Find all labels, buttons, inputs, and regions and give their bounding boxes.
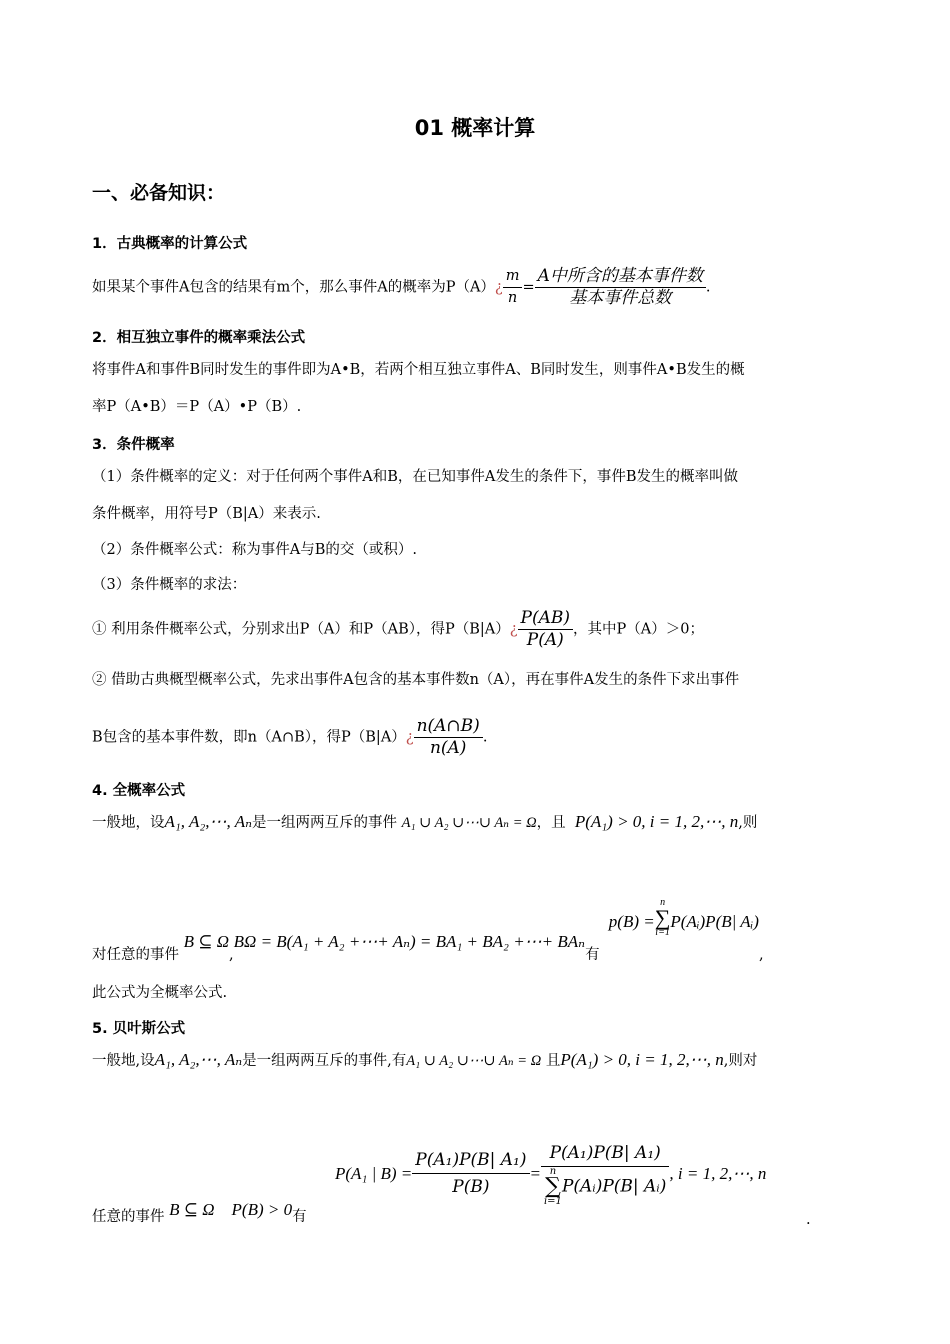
total-probability-line-2 bbox=[92, 898, 764, 965]
text: , bbox=[229, 947, 234, 963]
total-probability-note: 此公式为全概率公式. bbox=[92, 985, 228, 1001]
total-probability-line-1 bbox=[92, 812, 757, 833]
sum-term: P(Aᵢ)P(B| Aᵢ) bbox=[561, 1176, 667, 1197]
text: 任意的事件 bbox=[92, 1209, 165, 1225]
bayes-fraction-1 bbox=[412, 1147, 529, 1200]
section-heading-knowledge: 一、必备知识： bbox=[92, 182, 226, 204]
method-2-text: B包含的基本事件数，即n（A∩B），得P（B|A） bbox=[92, 729, 406, 746]
independent-events-line-1: 将事件A和事件B同时发生的事件即为A•B，若两个相互独立事件A、B同时发生，则事件A•B发生的概 bbox=[92, 362, 745, 378]
text: ,则 bbox=[738, 815, 758, 831]
glyph-placeholder: ¿ bbox=[405, 729, 414, 746]
denominator: n bbox=[507, 290, 518, 306]
positive-condition: P(A₁) > 0, i = 1, 2,⋯, n bbox=[560, 1050, 724, 1069]
numerator: m bbox=[503, 266, 523, 288]
text: ，且 bbox=[536, 815, 566, 831]
conditional-formula-line: （2）条件概率公式：称为事件A与B的交（或积）. bbox=[92, 542, 417, 558]
bayes-lhs: P(A₁ | B) = bbox=[335, 1163, 413, 1183]
denominator bbox=[541, 1167, 669, 1207]
text: 对任意的事件 bbox=[92, 947, 179, 963]
method-2-line-2 bbox=[92, 716, 487, 759]
text: , bbox=[758, 947, 764, 963]
sigma-icon: ∑ bbox=[654, 905, 671, 930]
formula-text: 如果某个事件A包含的结果有m个，那么事件A的概率为P（A） bbox=[92, 279, 495, 296]
numerator: P(A₁)P(B| A₁) bbox=[412, 1147, 529, 1174]
bayes-line-1 bbox=[92, 1050, 757, 1071]
glyph-placeholder: ¿ bbox=[494, 279, 503, 296]
event-set: A₁, A₂,⋯, Aₙ bbox=[154, 1050, 243, 1069]
fraction-m-over-n bbox=[503, 266, 523, 309]
total-lhs: p(B) = bbox=[608, 912, 655, 931]
summation bbox=[655, 898, 671, 938]
denominator: 基本事件总数 bbox=[569, 288, 672, 308]
page-title: 01 概率计算 bbox=[414, 116, 536, 140]
bayes-fraction-2 bbox=[541, 1140, 669, 1207]
numerator: P(A₁)P(B| A₁) bbox=[541, 1140, 669, 1167]
conditional-definition-line-1: （1）条件概率的定义：对于任何两个事件A和B，在已知事件A发生的条件下，事件B发生的概率叫做 bbox=[92, 469, 738, 485]
conditional-definition-line-2: 条件概率，用符号P（B|A）来表示. bbox=[92, 506, 321, 522]
text: 一般地，设 bbox=[92, 815, 165, 831]
denominator: P(B) bbox=[452, 1177, 490, 1197]
classical-probability-formula bbox=[92, 266, 711, 309]
equals-sign: = bbox=[522, 279, 535, 296]
text: 是一组两两互斥的事件 bbox=[252, 815, 397, 831]
total-rhs: P(Aᵢ)P(B| Aᵢ) bbox=[670, 912, 759, 931]
text: 一般地,设 bbox=[92, 1053, 155, 1069]
method-1-text: ① 利用条件概率公式，分别求出P（A）和P（AB），得P（B|A） bbox=[92, 621, 510, 638]
text: 是一组两两互斥的事件,有 bbox=[242, 1053, 407, 1069]
positive-condition: P(A₁) > 0, i = 1, 2,⋯, n bbox=[574, 812, 739, 831]
text: 且 bbox=[545, 1053, 561, 1069]
sum-top: n bbox=[660, 897, 666, 908]
equals-sign: = bbox=[529, 1163, 541, 1183]
numerator: P(AB) bbox=[518, 608, 573, 630]
denominator: n(A) bbox=[429, 738, 467, 758]
heading-bayes: 5. 贝叶斯公式 bbox=[92, 1021, 186, 1037]
numerator: A中所含的基本事件数 bbox=[535, 266, 706, 288]
summation bbox=[544, 1167, 562, 1207]
fraction-nab-over-na bbox=[414, 716, 483, 759]
union-omega: A₁ ∪ A₂ ∪⋯∪ Aₙ = Ω bbox=[406, 1053, 542, 1069]
event-condition: B ⊆ Ω P(B) > 0 bbox=[169, 1200, 293, 1219]
method-2-line-1: ② 借助古典概型概率公式，先求出事件A包含的基本事件数n（A），再在事件A发生的条件下求出事件 bbox=[92, 672, 740, 688]
sum-top: n bbox=[549, 1166, 557, 1177]
event-set: A₁, A₂,⋯, Aₙ bbox=[164, 812, 252, 831]
index-range: , i = 1, 2,⋯, n bbox=[669, 1163, 767, 1183]
text: 有 bbox=[585, 947, 600, 963]
heading-classical-probability: 1．古典概率的计算公式 bbox=[92, 236, 248, 252]
heading-total-probability: 4. 全概率公式 bbox=[92, 783, 186, 799]
bayes-period: . bbox=[806, 1212, 811, 1228]
sum-bottom: i=1 bbox=[543, 1196, 562, 1207]
expansion-expression: BΩ = B(A₁ + A₂ +⋯+ Aₙ) = BA₁ + BA₂ +⋯+ BAₙ bbox=[233, 932, 586, 951]
heading-independent-events: 2．相互独立事件的概率乘法公式 bbox=[92, 330, 306, 346]
bayes-line-2 bbox=[92, 1200, 307, 1227]
period: . bbox=[482, 729, 488, 746]
method-1-tail: ，其中P（A）＞0； bbox=[573, 621, 704, 638]
numerator: n(A∩B) bbox=[414, 716, 483, 738]
bayes-formula bbox=[335, 1140, 766, 1207]
glyph-placeholder: ¿ bbox=[509, 621, 518, 638]
method-1 bbox=[92, 608, 704, 651]
heading-conditional-probability: 3．条件概率 bbox=[92, 437, 175, 453]
text: ,则对 bbox=[723, 1053, 758, 1069]
independent-events-line-2: 率P（A•B）＝P（A）•P（B）. bbox=[92, 399, 302, 415]
fraction-events bbox=[535, 266, 706, 309]
period: . bbox=[705, 279, 711, 296]
subset-omega: B ⊆ Ω bbox=[183, 932, 230, 951]
sum-bottom: i=1 bbox=[655, 927, 670, 938]
conditional-method-heading: （3）条件概率的求法： bbox=[92, 577, 247, 593]
text: 有 bbox=[292, 1209, 307, 1225]
union-omega: A₁ ∪ A₂ ∪⋯∪ Aₙ = Ω bbox=[401, 815, 537, 831]
denominator: P(A) bbox=[526, 630, 564, 650]
sigma-icon: ∑ bbox=[545, 1174, 561, 1199]
fraction-pab-over-pa bbox=[518, 608, 573, 651]
